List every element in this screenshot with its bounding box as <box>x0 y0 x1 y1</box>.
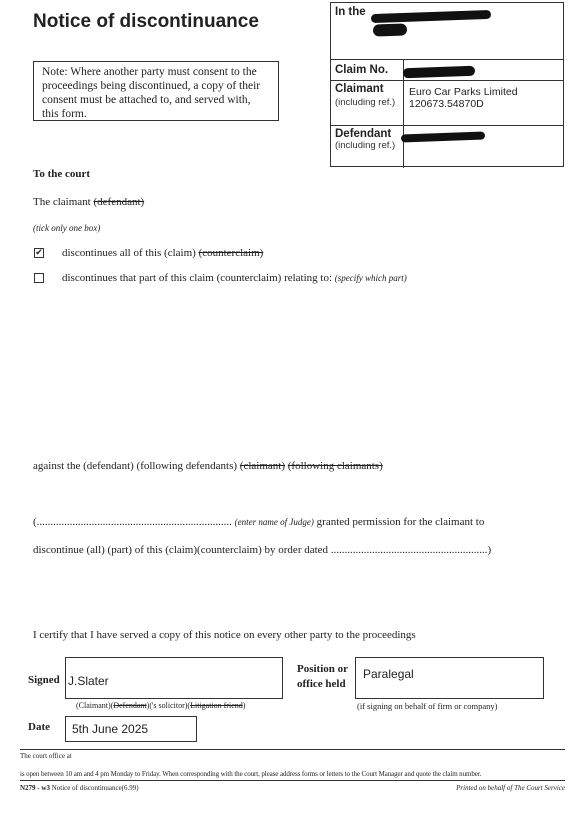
signature-field[interactable]: J.Slater <box>65 657 283 699</box>
claimant-sub-label: (including ref.) <box>335 97 396 108</box>
discontinue-part-label: discontinues that part of this claim (counterclaim) relating to: (specify which part) <box>62 272 407 284</box>
role-litigation-friend-struck: Litigation friend <box>190 701 243 710</box>
redaction-mark <box>403 66 475 79</box>
specify-part-hint: (specify which part) <box>334 273 407 283</box>
defendant-struck: (defendant) <box>93 196 145 208</box>
claimant-reference: 120673.54870D <box>409 98 484 110</box>
claimant-name: Euro Car Parks Limited <box>409 86 518 98</box>
role-defendant-struck: Defendant <box>113 701 147 710</box>
position-hint: (if signing on behalf of firm or company) <box>357 701 498 711</box>
judge-line: (....................................................................... (enter name of Judge) granted permission for the claimant to <box>33 516 485 528</box>
against-line: against the (defendant) (following defendants) (claimant) (following claimants) <box>33 460 383 472</box>
consent-note: Note: Where another party must consent to the proceedings being discontinued, a copy of their consent must be attached to, and served with, this form. <box>33 61 279 121</box>
court-office-line: The court office at <box>20 752 72 760</box>
discontinue-all-checkbox[interactable]: ✔ <box>35 248 43 258</box>
claimant-struck: (claimant) <box>239 460 285 472</box>
certify-statement: I certify that I have served a copy of this notice on every other party to the proceedings <box>33 629 416 641</box>
in-the-label: In the <box>335 6 366 18</box>
position-label: Position or office held <box>297 663 349 690</box>
court-details-box <box>330 2 564 167</box>
date-field[interactable]: 5th June 2025 <box>65 716 197 742</box>
claimant-label: Claimant <box>335 83 384 95</box>
office-hours-line: is open between 10 am and 4 pm Monday to Friday. When corresponding with the court, please address forms or letters to the Court Manager and quote the claim number. <box>20 770 482 778</box>
defendant-sub-label: (including ref.) <box>335 140 396 151</box>
redaction-mark <box>373 23 407 36</box>
defendant-label: Defendant <box>335 128 392 140</box>
following-claimants-struck: (following claimants) <box>287 460 383 472</box>
claim-no-label: Claim No. <box>335 64 389 76</box>
claimant-line: The claimant (defendant) <box>33 196 145 208</box>
to-court-heading: To the court <box>33 168 91 180</box>
judge-hint: (enter name of Judge) <box>234 517 314 527</box>
discontinue-part-checkbox[interactable] <box>34 273 44 283</box>
redaction-mark <box>371 10 491 23</box>
redaction-mark <box>401 132 485 143</box>
divider <box>20 749 565 750</box>
discontinue-all-label: discontinues all of this (claim) (counterclaim) <box>62 247 264 259</box>
printed-by: Printed on behalf of The Court Service <box>456 784 565 792</box>
divider <box>20 780 565 781</box>
signed-label: Signed <box>28 674 60 686</box>
claim-no-row <box>331 59 563 81</box>
defendant-row <box>331 125 563 168</box>
claimant-row <box>331 80 563 126</box>
form-reference: N279 - w3 Notice of discontinuance(6.99) <box>20 784 139 792</box>
tick-instruction: (tick only one box) <box>33 223 101 233</box>
counterclaim-struck: (counterclaim) <box>198 247 264 259</box>
position-field[interactable]: Paralegal <box>355 657 544 699</box>
date-label: Date <box>28 721 50 733</box>
page-title: Notice of discontinuance <box>33 11 259 32</box>
signatory-role: (Claimant)(Defendant)('s solicitor)(Litigation friend) <box>76 701 246 710</box>
discontinue-order-line: discontinue (all) (part) of this (claim)(counterclaim) by order dated .........................................................) <box>33 544 492 556</box>
